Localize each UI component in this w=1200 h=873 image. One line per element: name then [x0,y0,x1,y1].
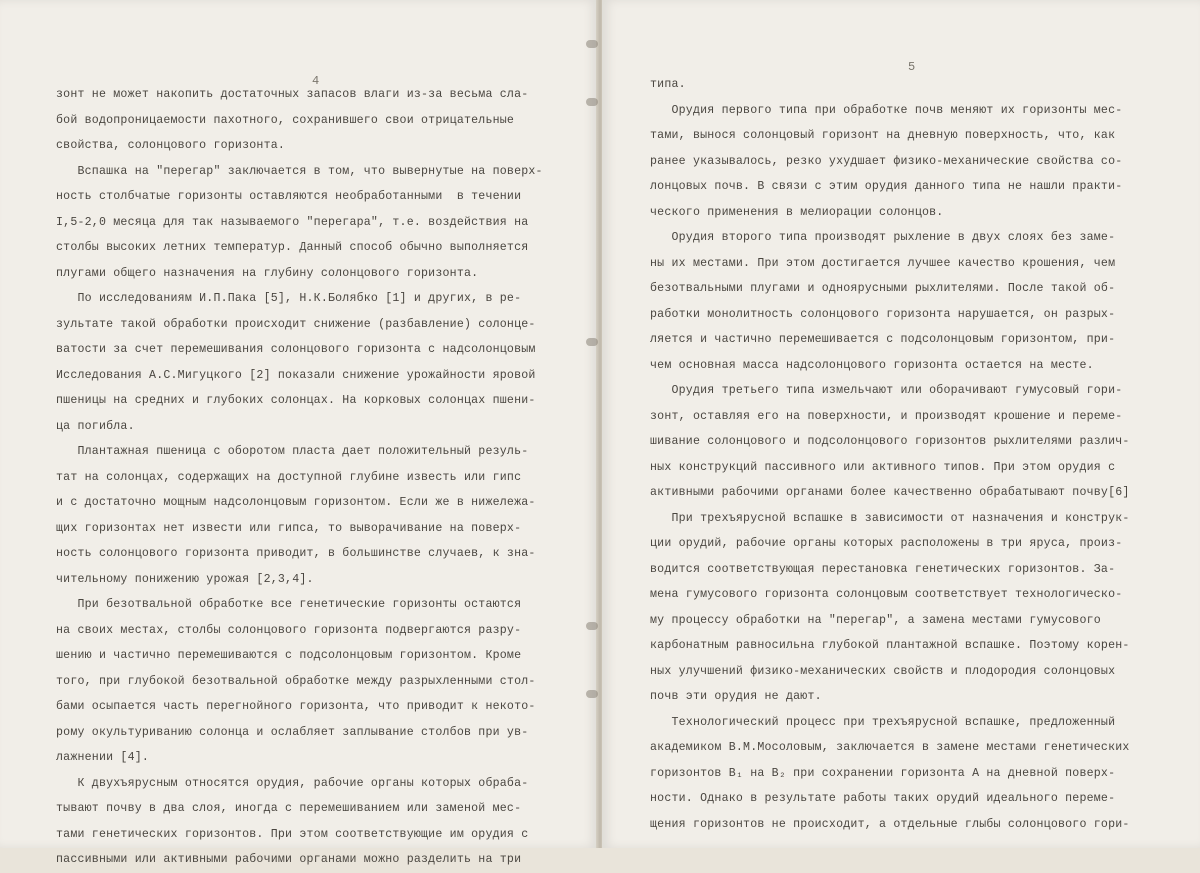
text-line: и с достаточно мощным надсолонцовым горизонтом. Если же в нижележа- [56,496,536,509]
text-line: По исследованиям И.П.Пака [5], Н.К.Болябко [1] и других, в ре- [56,292,522,305]
text-line: ватости за счет перемешивания солонцового горизонта с надсолонцовым [56,343,536,356]
binding-hole-icon [586,690,598,698]
text-line: свойства, солонцового горизонта. [56,139,286,152]
text-line: зонт не может накопить достаточных запасов влаги из-за весьма сла- [56,88,529,101]
text-line: Орудия второго типа производят рыхление в двух слоях без заме- [650,231,1116,244]
text-line: ности. Однако в результате работы таких орудий идеального переме- [650,792,1116,805]
text-line: на своих местах, столбы солонцового горизонта подвергаются разру- [56,623,522,637]
text-line: тами, вынося солонцовый горизонт на дневную поверхность, что, как [650,129,1116,142]
page-body [56,82,543,873]
text-line: водится соответствующая перестановка генетических горизонтов. За- [650,562,1116,576]
page-body [650,72,1130,837]
page-number: 5 [908,60,916,74]
binding-hole-icon [586,40,598,48]
text-line: зонт, оставляя его на поверхности, и производят крошение и переме- [650,409,1123,423]
text-line: Исследования А.С.Мигуцкого [2] показали снижение урожайности яровой [56,368,536,382]
text-line: Плантажная пшеница с оборотом пласта дает положительный резуль- [56,445,529,458]
text-line: щения горизонтов не происходит, а отдельные глыбы солонцового гори- [650,817,1130,831]
text-line: му процессу обработки на "перегар", а замена местами гумусового [650,613,1101,627]
text-line: Технологический процесс при трехъярусной вспашке, предложенный [650,715,1116,729]
text-line: шению и частично перемешиваются с подсолонцовым горизонтом. Кроме [56,649,522,662]
left-page [0,0,598,866]
text-line: тами генетических горизонтов. При этом соответствующие им орудия с [56,827,529,841]
text-line: зультате такой обработки происходит снижение (разбавление) солонце- [56,317,536,331]
text-line: столбы высоких летних температур. Данный способ обычно выполняется [56,241,529,254]
text-line: I,5-2,0 месяца для так называемого "перегара", т.е. воздействия на [56,215,529,229]
text-line: карбонатным равносильна глубокой плантажной вспашке. Поэтому корен- [650,639,1130,652]
text-line: рому окультуриванию солонца и ослабляет заплывание столбов при ув- [56,725,529,739]
text-line: Орудия третьего типа измельчают или оборачивают гумусовый гори- [650,384,1123,397]
text-line: ны их местами. При этом достигается лучшее качество крошения, чем [650,256,1116,270]
text-line: щих горизонтах нет извести или гипса, то выворачивание на поверх- [56,521,522,535]
text-line: лажнении [4]. [56,751,150,764]
text-line: активными рабочими органами более качественно обрабатывают почву[6] [650,486,1130,499]
text-line: тывают почву в два слоя, иногда с перемешиванием или заменой мес- [56,802,522,815]
text-line: При трехъярусной вспашке в зависимости от назначения и конструк- [650,511,1130,525]
text-line: ных конструкций пассивного или активного типов. При этом орудия с [650,460,1116,474]
text-line: ность солонцового горизонта приводит, в большинстве случаев, к зна- [56,547,536,560]
text-line: чительному понижению урожая [2,3,4]. [56,572,314,586]
text-line: почв эти орудия не дают. [650,690,822,703]
text-line: мена гумусового горизонта солонцовым соответствует технологическо- [650,588,1123,601]
text-line: бами осыпается часть перегнойного горизонта, что приводит к некото- [56,700,536,713]
binding-hole-icon [586,338,598,346]
text-line: чем основная масса надсолонцового горизонта остается на месте. [650,358,1094,372]
text-line: того, при глубокой безотвальной обработке между разрыхленными стол- [56,674,536,688]
text-line: тат на солонцах, содержащих на доступной глубине известь или гипс [56,470,522,484]
text-line: Вспашка на "перегар" заключается в том, что вывернутые на поверх- [56,164,543,178]
text-line: ных улучшений физико-механических свойств и плодородия солонцовых [650,664,1116,678]
text-line: шивание солонцового и подсолонцового горизонтов рыхлителями различ- [650,435,1130,448]
binding-hole-icon [586,98,598,106]
text-line: пшеницы на средних и глубоких солонцах. На корковых солонцах пшени- [56,394,536,407]
text-line: ранее указывалось, резко ухудшает физико-механические свойства со- [650,154,1123,168]
text-line: безотвальными плугами и одноярусными рыхлителями. После такой об- [650,282,1116,295]
text-line: К двухъярусным относятся орудия, рабочие органы которых обраба- [56,776,529,790]
text-line: работки монолитность солонцового горизонта нарушается, он разрых- [650,307,1116,321]
text-line: ции орудий, рабочие органы которых расположены в три яруса, произ- [650,537,1123,550]
text-line: академиком В.М.Мосоловым, заключается в замене местами генетических [650,741,1130,754]
text-line: плугами общего назначения на глубину солонцового горизонта. [56,266,479,280]
text-line: горизонтов B₁ на B₂ при сохранении горизонта А на дневной поверх- [650,766,1116,780]
page-number: 4 [312,74,320,88]
text-line: ность столбчатые горизонты оставляются необработанными в течении [56,190,522,203]
text-line: пассивными или активными рабочими органами можно разделить на три [56,853,522,866]
text-line: При безотвальной обработке все генетические горизонты остаются [56,598,522,611]
text-line: ца погибла. [56,419,135,433]
text-line: ляется и частично перемешивается с подсолонцовым горизонтом, при- [650,333,1116,346]
text-line: бой водопроницаемости пахотного, сохранившего свои отрицательные [56,113,515,127]
text-line: типа. [650,78,686,91]
text-line: лонцовых почв. В связи с этим орудия данного типа не нашли практи- [650,180,1123,193]
binding-hole-icon [586,622,598,630]
text-line: Орудия первого типа при обработке почв меняют их горизонты мес- [650,103,1123,117]
text-line: ческого применения в мелиорации солонцов. [650,205,944,219]
